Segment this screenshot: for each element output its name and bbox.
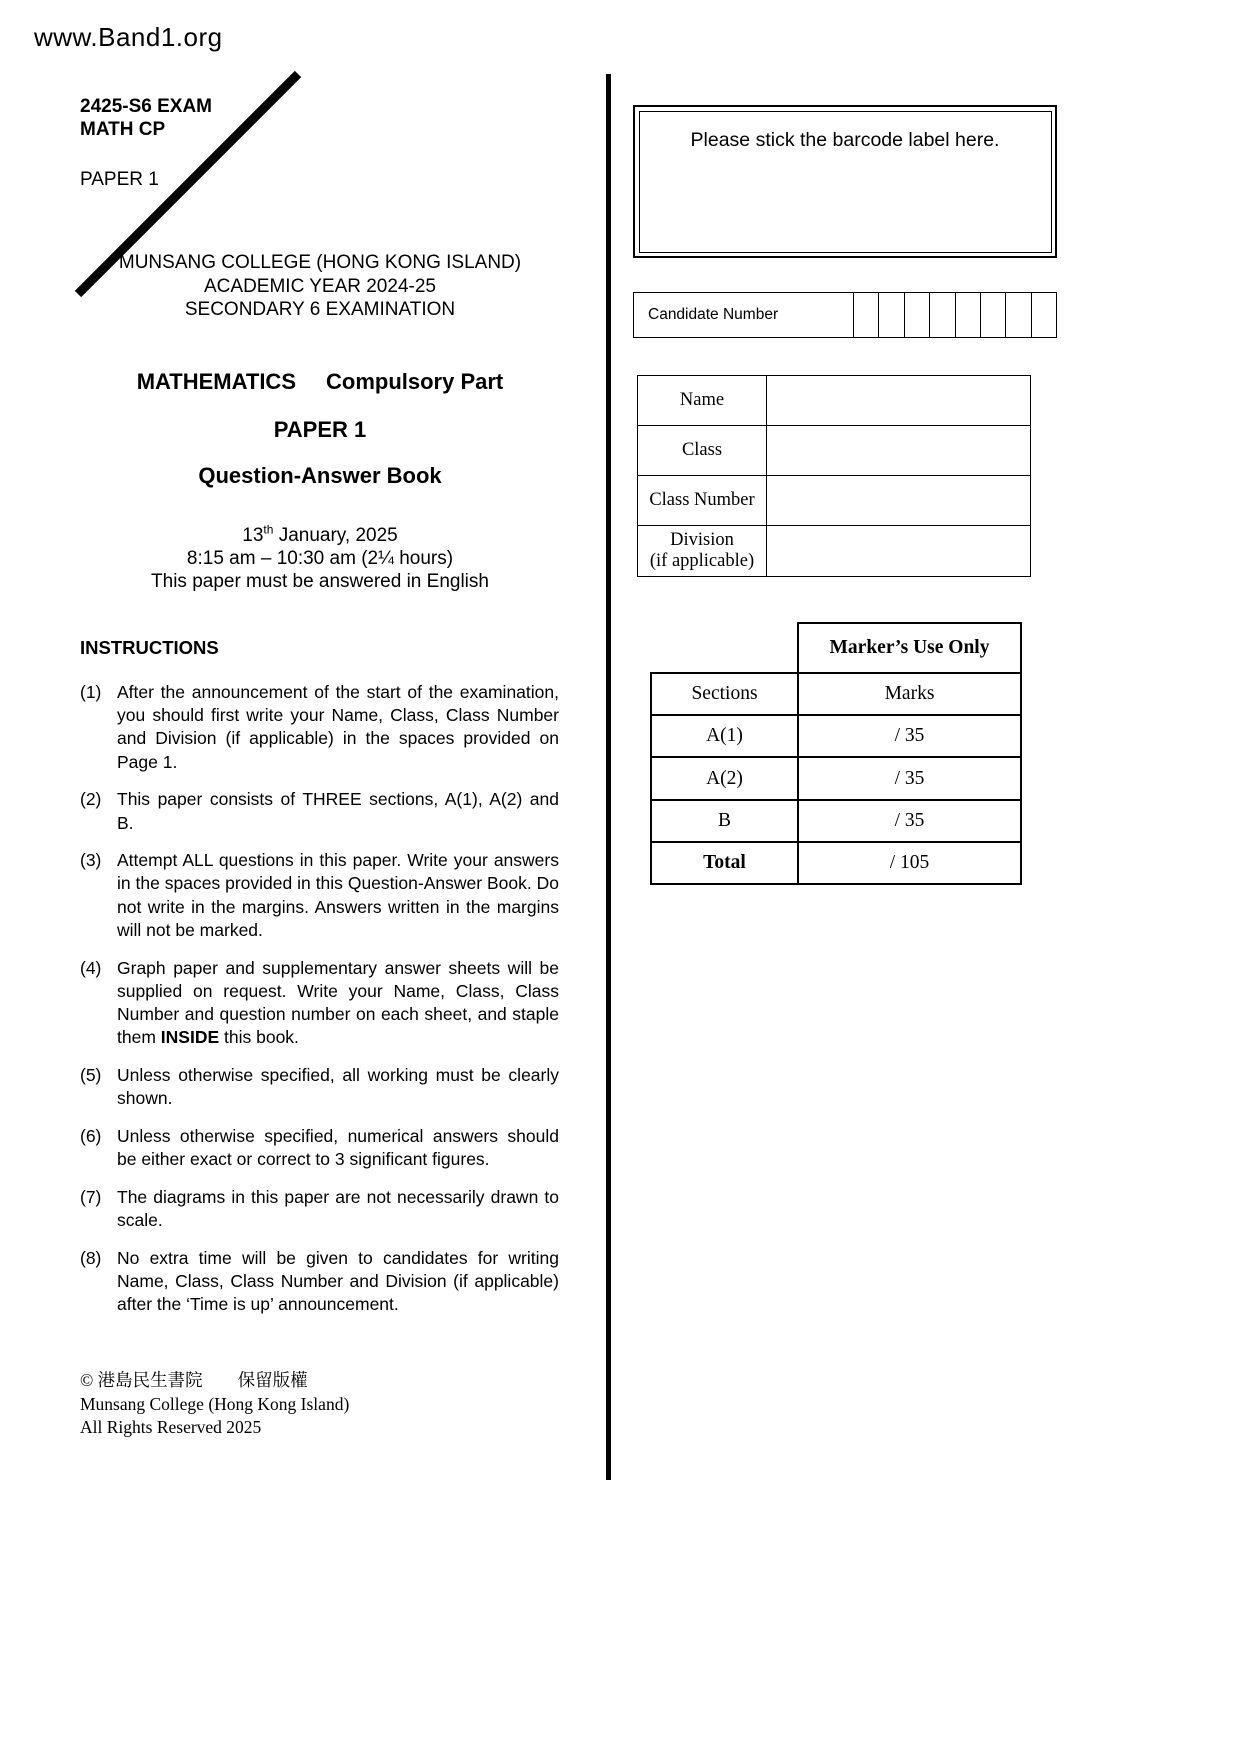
instruction-text: No extra time will be given to candidates for writing Name, Class, Class Number and Division (if applicable) after the ‘Time is up’ announcement. xyxy=(117,1247,559,1314)
session-block xyxy=(80,524,560,593)
student-info-table xyxy=(637,375,1031,577)
instruction-item-5 xyxy=(80,1064,559,1110)
section-label: A(2) xyxy=(652,758,799,798)
instruction-item-1 xyxy=(80,681,559,774)
instructions-heading: INSTRUCTIONS xyxy=(80,637,219,658)
instruction-text: After the announcement of the start of the examination, you should first write your Name, Class, Class Number and Division (if applicable) in the spaces provided on Page 1. xyxy=(117,682,559,772)
candidate-digit-cell-5 xyxy=(956,293,981,337)
class-value-cell xyxy=(767,426,1030,475)
title-block xyxy=(80,369,560,489)
marks-row-a1 xyxy=(652,716,1020,758)
college-name: MUNSANG COLLEGE (HONG KONG ISLAND) xyxy=(118,252,522,273)
candidate-digit-cell-8 xyxy=(1032,293,1056,337)
instruction-number: (6) xyxy=(80,1125,102,1146)
instruction-item-4 xyxy=(80,957,559,1050)
candidate-number-strip xyxy=(633,292,1057,338)
section-label: A(1) xyxy=(652,716,799,756)
candidate-digit-cell-4 xyxy=(930,293,955,337)
academic-year: ACADEMIC YEAR 2024-25 xyxy=(204,275,436,297)
barcode-box xyxy=(633,105,1057,258)
division-value-cell xyxy=(767,526,1030,576)
marks-table xyxy=(650,672,1022,885)
subject-title xyxy=(80,369,560,395)
marks-column-header: Marks xyxy=(884,683,935,705)
table-row-division xyxy=(638,526,1030,576)
candidate-digit-cell-6 xyxy=(981,293,1006,337)
candidate-digit-cell-3 xyxy=(905,293,930,337)
section-marks: / 35 xyxy=(894,767,925,789)
paper-title: PAPER 1 xyxy=(273,417,367,442)
instruction-text: Graph paper and supplementary answer sheets will be supplied on request. Write your Name, Class, Class Number and question number on each sheet, and staple them INSIDE this book. xyxy=(117,957,559,1048)
exam-codes xyxy=(80,95,212,191)
instruction-text: Unless otherwise specified, numerical answers should be either exact or correct to 3 significant figures. xyxy=(117,1125,559,1169)
barcode-box-inner xyxy=(639,111,1052,253)
instruction-number: (3) xyxy=(80,850,102,871)
sections-column-header: Sections xyxy=(652,674,799,714)
language-note: This paper must be answered in English xyxy=(151,571,489,592)
instruction-number: (8) xyxy=(80,1247,102,1268)
instruction-text: Attempt ALL questions in this paper. Write your answers in the spaces provided in this Question-Answer Book. Do not write in the margins. Answers written in the margins will not be marked. xyxy=(117,850,559,940)
watermark: www.Band1.org xyxy=(34,22,223,52)
instruction-number: (4) xyxy=(80,957,102,978)
candidate-digit-cell-7 xyxy=(1006,293,1031,337)
exam-date: 13th January, 2025 xyxy=(242,522,398,546)
section-marks: / 35 xyxy=(894,809,925,831)
instruction-item-3 xyxy=(80,849,559,942)
subject-code: MATH CP xyxy=(80,119,166,140)
marks-table-header-row xyxy=(652,674,1020,716)
instruction-number: (5) xyxy=(80,1064,102,1085)
candidate-number-label: Candidate Number xyxy=(634,293,854,337)
instruction-item-2 xyxy=(80,788,559,834)
ordinal-suffix: th xyxy=(263,522,274,537)
instruction-item-6 xyxy=(80,1125,559,1171)
name-value-cell xyxy=(767,376,1030,425)
instruction-number: (1) xyxy=(80,682,102,702)
marks-row-total xyxy=(652,843,1020,883)
section-marks: / 35 xyxy=(894,725,925,747)
candidate-digit-cell-1 xyxy=(854,293,879,337)
class-number-value-cell xyxy=(767,476,1030,525)
division-label: Division (if applicable) xyxy=(638,526,767,576)
column-divider xyxy=(606,74,611,1480)
book-title: Question-Answer Book xyxy=(198,463,442,488)
exam-time: 8:15 am – 10:30 am (2¼ hours) xyxy=(186,548,454,569)
subject-name: MATHEMATICS xyxy=(136,369,296,394)
emphasis-inside: INSIDE xyxy=(160,1027,220,1048)
table-row-class-number xyxy=(638,476,1030,526)
instruction-number: (7) xyxy=(80,1186,102,1207)
instruction-text: Unless otherwise specified, all working must be clearly shown. xyxy=(117,1064,559,1109)
subject-part: Compulsory Part xyxy=(326,369,504,394)
exam-name: SECONDARY 6 EXAMINATION xyxy=(184,299,456,320)
total-marks: / 105 xyxy=(889,851,930,873)
paper-number: PAPER 1 xyxy=(80,169,159,190)
instructions-list xyxy=(80,681,559,1331)
college-block xyxy=(80,251,560,322)
copyright-college: Munsang College (Hong Kong Island) xyxy=(80,1393,350,1414)
name-label: Name xyxy=(638,376,767,425)
total-label: Total xyxy=(652,843,799,883)
instruction-item-7 xyxy=(80,1186,559,1232)
exam-code: 2425-S6 EXAM xyxy=(80,96,213,117)
copyright-chinese: © 港島民生書院 保留版權 xyxy=(80,1370,308,1390)
candidate-digit-cell-2 xyxy=(879,293,904,337)
instruction-text: This paper consists of THREE sections, A(1), A(2) and B. xyxy=(117,789,559,833)
copyright-rights: All Rights Reserved 2025 xyxy=(80,1417,262,1437)
barcode-label: Please stick the barcode label here. xyxy=(690,128,1000,151)
class-number-label: Class Number xyxy=(638,476,767,525)
table-row-class xyxy=(638,426,1030,476)
instruction-number: (2) xyxy=(80,789,102,810)
class-label: Class xyxy=(638,426,767,475)
marks-row-b xyxy=(652,801,1020,843)
section-label: B xyxy=(652,801,799,841)
instruction-text: The diagrams in this paper are not necessarily drawn to scale. xyxy=(117,1186,559,1230)
table-row-name xyxy=(638,376,1030,426)
marks-row-a2 xyxy=(652,758,1020,800)
markers-use-only-header: Marker’s Use Only xyxy=(797,622,1022,672)
copyright-block xyxy=(80,1369,349,1440)
instruction-item-8 xyxy=(80,1247,559,1317)
